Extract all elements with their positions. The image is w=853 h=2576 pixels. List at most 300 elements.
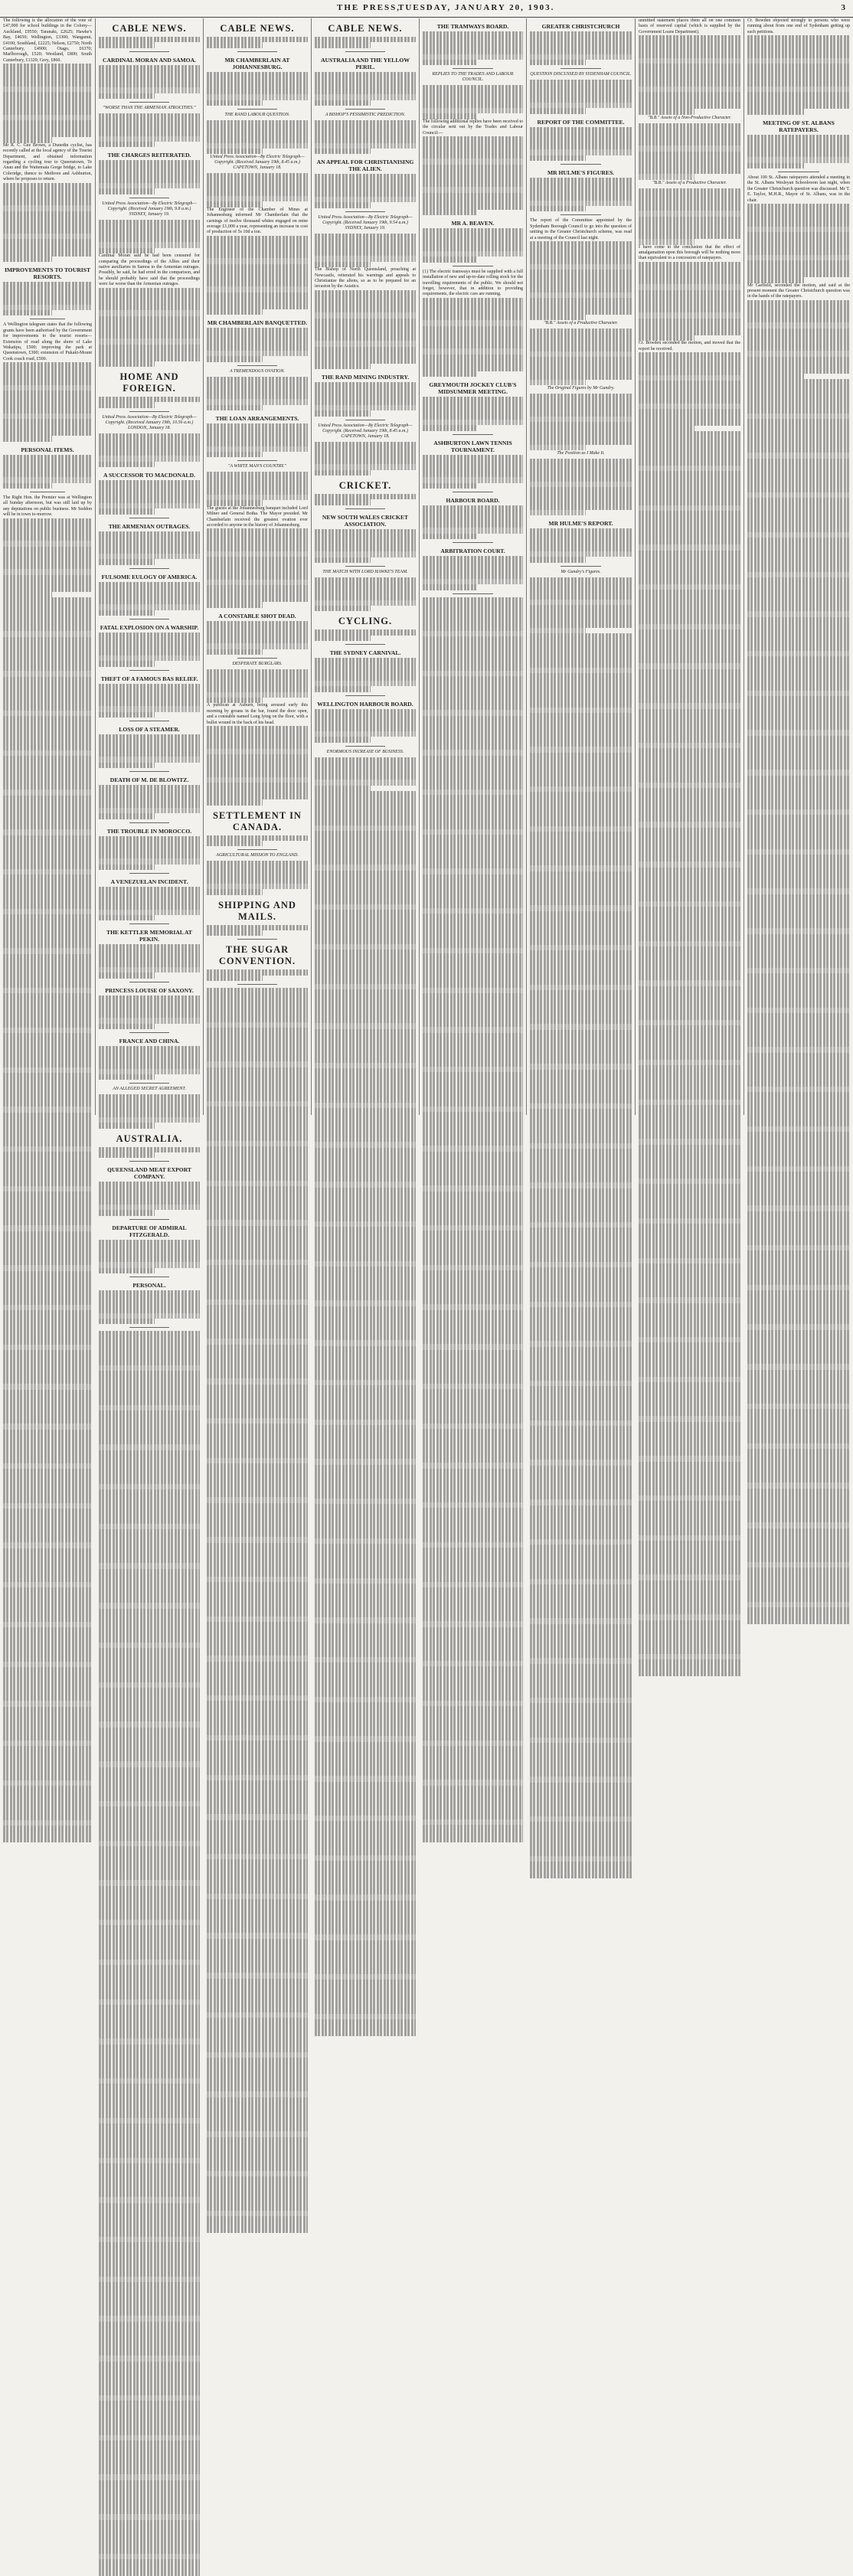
text-line: [99, 1427, 200, 1433]
text-line: [315, 120, 416, 126]
text-line: [747, 951, 850, 956]
text-line: [639, 1116, 740, 1122]
text-line: [747, 1240, 850, 1245]
text-line: [639, 1207, 740, 1212]
text-line: [99, 1953, 200, 1959]
text-line: [99, 293, 200, 299]
text-line: [3, 642, 92, 648]
text-line: [315, 1759, 416, 1764]
text-line: [747, 1387, 850, 1392]
text-line: [747, 1568, 850, 1573]
text-line: [3, 1774, 92, 1780]
text-line: [639, 1666, 740, 1671]
text-line: [423, 1774, 523, 1780]
text-line: [530, 940, 632, 945]
text-line: [315, 774, 416, 780]
text-line: [423, 1791, 523, 1796]
text-line: [99, 593, 200, 599]
text-line: [530, 1324, 632, 1329]
text-line: [423, 1497, 523, 1502]
text-line: [639, 986, 740, 992]
text-line: [530, 1601, 632, 1607]
text-line: [747, 826, 850, 832]
article-headline: DEPARTURE OF ADMIRAL FITZGERALD.: [112, 1224, 187, 1238]
text-line: [315, 1170, 416, 1175]
text-line: [315, 137, 416, 142]
article-body: Mr R. C. Gee Brown, a Dunedin cyclist, has recently called at the local agency of the Tourist Department, and obtained information regarding a cycling tour to Queenstown, Te Anau and the Waitemata Gorge bridge, to Lake Coleridge, thence to Methven and Ashburton, where he proposes to return.: [3, 142, 92, 182]
text-line: [530, 1307, 632, 1313]
text-line: [639, 845, 740, 850]
text-line: [747, 487, 850, 492]
text-line: [207, 783, 308, 788]
text-line: [530, 1675, 632, 1680]
text-line: [3, 852, 92, 858]
text-line: [747, 1115, 850, 1120]
text-line: [207, 557, 308, 562]
text-line: [747, 1347, 850, 1352]
text-line: [3, 250, 92, 256]
text-line: [530, 1097, 632, 1103]
text-line: [315, 1906, 416, 1911]
text-line: [639, 969, 740, 975]
text-line: [3, 137, 52, 142]
text-line: [423, 414, 523, 419]
text-line: [99, 2203, 200, 2208]
text-line: [530, 1172, 632, 1177]
text-line: [207, 1515, 308, 1520]
text-line: [207, 994, 308, 999]
text-line: [99, 757, 200, 762]
text-line: [207, 440, 308, 446]
article-headline: MR HULME'S FIGURES.: [547, 169, 615, 177]
text-line: [315, 1470, 416, 1476]
text-line: [639, 129, 740, 134]
text-line: [99, 1631, 200, 1636]
text-line: [530, 286, 632, 292]
text-line: [3, 1605, 92, 1610]
text-line: [530, 309, 632, 315]
text-line: [530, 1284, 632, 1290]
text-line: [423, 1486, 523, 1491]
text-line: [99, 82, 200, 87]
text-line: [315, 324, 416, 329]
text-line: [423, 614, 523, 619]
article-subheading: AN ALLEGED SECRET AGREEMENT.: [113, 1087, 186, 1092]
text-line: [639, 443, 740, 448]
text-line: [99, 1006, 200, 1012]
text-line: [3, 419, 92, 424]
text-line: [530, 440, 632, 445]
text-line: [99, 188, 155, 194]
text-line: [747, 866, 850, 871]
text-line: [423, 108, 523, 113]
text-line: [207, 1842, 308, 1848]
text-line: [99, 1210, 155, 1215]
text-line: [747, 753, 850, 758]
text-line: [207, 1061, 308, 1067]
text-line: [315, 335, 416, 341]
text-line: [530, 594, 632, 600]
text-line: [207, 1356, 308, 1362]
text-line: [423, 1202, 523, 1208]
text-line: [530, 865, 632, 871]
text-line: [207, 1594, 308, 1599]
text-line: [207, 1293, 308, 1299]
text-line: [99, 2452, 200, 2457]
text-line: [530, 730, 632, 735]
text-line: [639, 941, 740, 946]
text-line: [207, 2221, 308, 2227]
text-line: [423, 1344, 523, 1349]
text-line: [747, 509, 850, 515]
text-line: [639, 1247, 740, 1252]
text-line: [639, 1309, 740, 1314]
article-headline: THE TRAMWAYS BOARD.: [436, 23, 509, 30]
text-line: [639, 47, 740, 52]
text-line: [99, 183, 200, 188]
text-line: [3, 564, 92, 569]
text-line: [3, 183, 92, 188]
text-line: [639, 646, 740, 652]
text-line: [530, 1070, 632, 1075]
text-line: [639, 618, 740, 623]
text-line: [3, 1430, 92, 1435]
text-line: [747, 266, 850, 271]
text-line: [639, 454, 740, 459]
text-line: [99, 1302, 200, 1307]
text-line: [747, 883, 850, 888]
text-line: [747, 1619, 850, 1624]
text-line: [99, 1756, 200, 1761]
text-line: [315, 1940, 416, 1946]
text-line: [3, 1022, 92, 1027]
text-line: [207, 1916, 308, 1921]
text-line: [315, 803, 416, 808]
text-line: [315, 1742, 416, 1747]
text-line: [207, 754, 308, 760]
text-line: [639, 726, 740, 731]
text-line: [207, 1809, 308, 1814]
text-line: [207, 1345, 308, 1350]
text-line: [639, 754, 740, 760]
text-line: [99, 433, 200, 439]
text-line: [315, 1414, 416, 1419]
section-title: SETTLEMENT IN CANADA.: [213, 809, 302, 832]
text-line: [423, 1095, 523, 1100]
text-line: [3, 1175, 92, 1180]
text-line: [3, 1701, 92, 1706]
text-line: [423, 948, 523, 953]
text-line: [207, 1707, 308, 1712]
text-line: [99, 1552, 200, 1558]
text-line: [530, 1630, 632, 1635]
text-line: [530, 264, 632, 270]
text-line: [423, 420, 523, 425]
text-line: [530, 933, 632, 939]
text-line: [639, 409, 740, 414]
text-line: [3, 891, 92, 897]
text-line: [3, 1310, 92, 1316]
text-line: [423, 1169, 523, 1174]
text-line: [530, 405, 632, 410]
text-line: [747, 1149, 850, 1154]
text-line: [99, 910, 200, 915]
text-line: [530, 149, 632, 155]
text-line: [747, 923, 850, 928]
text-line: [639, 1162, 740, 1167]
text-line: [530, 293, 632, 298]
text-line: [639, 884, 740, 890]
text-line: [207, 2131, 308, 2136]
text-line: [639, 1462, 740, 1467]
text-line: [315, 881, 416, 887]
text-line: [530, 1087, 632, 1092]
text-line: [639, 1348, 740, 1354]
text-line: [530, 504, 632, 509]
text-line: [315, 1329, 416, 1334]
text-line: [207, 737, 308, 743]
text-line: [315, 731, 416, 737]
text-line: [315, 1719, 416, 1724]
text-line: [423, 1078, 523, 1084]
text-line: [423, 1384, 523, 1389]
text-line: [639, 641, 740, 646]
text-line: [207, 760, 308, 765]
text-line: [315, 956, 416, 961]
text-line: [99, 305, 200, 310]
text-line: [99, 2497, 200, 2502]
article-headline: THEFT OF A FAMOUS BAS RELIEF.: [100, 675, 198, 682]
text-line: [747, 532, 850, 538]
text-line: [207, 1803, 308, 1809]
text-line: [99, 582, 200, 587]
text-line: [3, 1764, 92, 1769]
masthead-date: TUESDAY, JANUARY 20, 1903.: [398, 3, 555, 12]
text-line: [530, 1109, 632, 1114]
text-line: [207, 1033, 308, 1038]
text-line: [639, 743, 740, 748]
text-line: [207, 1022, 308, 1028]
article-subheading: QUESTION DISCUSSED BY SYDENHAM COUNCIL.: [530, 72, 632, 77]
text-line: [3, 1169, 92, 1175]
divider: [237, 849, 278, 850]
text-line: [747, 47, 850, 52]
text-line: [315, 1838, 416, 1843]
text-line: [423, 636, 523, 642]
text-line: [423, 1406, 523, 1411]
text-line: [530, 843, 632, 848]
text-line: [639, 1195, 740, 1201]
text-line: [3, 1684, 92, 1689]
text-line: [530, 1426, 632, 1431]
text-line: [639, 1020, 740, 1025]
text-line: [530, 1449, 632, 1454]
article-headline: AN APPEAL FOR CHRISTIANISING THE ALIEN.: [316, 159, 414, 173]
text-line: [530, 815, 632, 820]
text-line: [207, 1265, 308, 1270]
text-line: [423, 1763, 523, 1768]
text-line: [423, 925, 523, 930]
text-line: [639, 1529, 740, 1535]
text-line: [639, 262, 740, 267]
text-line: [207, 1684, 308, 1689]
text-line: [3, 1571, 92, 1576]
text-line: [530, 820, 632, 825]
text-line: [99, 350, 200, 355]
text-line: [747, 1342, 850, 1347]
text-line: [3, 1831, 92, 1836]
text-line: [639, 681, 740, 686]
text-line: [530, 770, 632, 775]
text-line: [99, 1058, 200, 1063]
text-line: [530, 1528, 632, 1533]
text-line: [747, 572, 850, 577]
text-line: [423, 408, 523, 414]
text-line: [530, 1335, 632, 1341]
text-line: [207, 2205, 308, 2210]
text-line: [99, 858, 200, 864]
text-line: [530, 247, 632, 252]
text-line: [423, 783, 523, 789]
text-line: [530, 1771, 632, 1777]
text-line: [315, 1946, 416, 1951]
text-line: [207, 1367, 308, 1372]
text-line: [99, 2152, 200, 2157]
text-line: [207, 2046, 308, 2051]
text-line: [423, 103, 523, 108]
text-line: [530, 1833, 632, 1839]
text-line: [3, 586, 92, 591]
text-line: [207, 120, 308, 126]
text-line: [99, 1721, 200, 1727]
text-line: [530, 1052, 632, 1058]
text-line: [3, 407, 92, 413]
text-line: [747, 1273, 850, 1279]
article-headline: REPORT OF THE COMMITTEE.: [537, 118, 625, 126]
text-line: [423, 1401, 523, 1406]
text-line: [639, 1337, 740, 1342]
text-line: [747, 498, 850, 503]
text-line: [99, 1744, 200, 1750]
text-line: [639, 174, 694, 179]
text-line: [530, 1460, 632, 1465]
text-line: [99, 1240, 200, 1245]
text-line: [423, 165, 523, 170]
text-line: [530, 1267, 632, 1273]
text-line: [639, 1037, 740, 1042]
text-line: [530, 1126, 632, 1131]
text-line: [99, 2390, 200, 2395]
text-line: [315, 854, 416, 859]
text-line: [747, 1449, 850, 1454]
text-line: [639, 1275, 740, 1280]
text-line: [747, 1517, 850, 1522]
text-line: [99, 1682, 200, 1688]
text-line: [530, 633, 632, 639]
text-line: [530, 1777, 632, 1782]
text-line: [747, 990, 850, 995]
text-line: [315, 307, 416, 312]
text-line: [639, 579, 740, 584]
article-headline: FULSOME EULOGY OF AMERICA.: [101, 573, 198, 580]
text-line: [530, 1748, 632, 1754]
text-line: [3, 1118, 92, 1123]
text-line: [530, 713, 632, 718]
text-line: [639, 1620, 740, 1626]
text-line: [207, 1718, 308, 1724]
text-line: [315, 594, 416, 600]
text-line: [423, 1587, 523, 1593]
text-line: [315, 606, 371, 611]
text-line: [99, 160, 200, 165]
text-line: [315, 302, 416, 307]
text-line: [423, 1350, 523, 1355]
text-line: [99, 2378, 200, 2384]
text-line: [3, 299, 92, 304]
text-line: [315, 1951, 416, 1957]
text-line: [3, 1718, 92, 1723]
text-line: [207, 1011, 308, 1016]
text-line: [207, 585, 308, 590]
text-line: [315, 876, 416, 881]
text-line: [530, 1800, 632, 1805]
text-line: [530, 499, 632, 504]
text-line: [315, 944, 416, 950]
text-line: [530, 127, 632, 132]
table-caption: Mr Gundry's Figures.: [560, 569, 601, 574]
text-line: [530, 1816, 632, 1822]
text-line: [207, 1237, 308, 1242]
text-line: [207, 1226, 308, 1231]
text-line: [3, 739, 92, 744]
text-line: [423, 148, 523, 153]
text-line: [423, 1072, 523, 1077]
text-line: [315, 239, 416, 244]
text-line: [315, 1244, 416, 1249]
text-line: [315, 1136, 416, 1142]
text-line: [530, 422, 632, 427]
text-line: [639, 375, 740, 381]
text-line: [99, 2016, 200, 2022]
text-line: [99, 1450, 200, 1456]
text-line: [99, 2559, 200, 2565]
text-line: [639, 1269, 740, 1274]
text-line: [3, 1345, 92, 1350]
text-line: [423, 360, 523, 365]
text-line: [207, 545, 308, 551]
text-line: [315, 1374, 416, 1379]
text-line: [747, 962, 850, 967]
text-line: [530, 417, 632, 422]
text-line: [423, 937, 523, 942]
text-line: [423, 397, 523, 402]
text-line: [3, 1288, 92, 1293]
text-line: [3, 943, 92, 948]
text-line: [423, 1661, 523, 1666]
text-line: [423, 806, 523, 812]
text-line: [3, 368, 92, 374]
text-line: [99, 93, 155, 99]
text-line: [99, 397, 200, 402]
text-line: [639, 561, 740, 567]
text-line: [639, 868, 740, 873]
text-line: [207, 1639, 308, 1644]
text-line: [423, 988, 523, 993]
text-line: [3, 1492, 92, 1497]
text-line: [315, 797, 416, 803]
text-line: [315, 927, 416, 933]
text-line: [315, 382, 416, 387]
